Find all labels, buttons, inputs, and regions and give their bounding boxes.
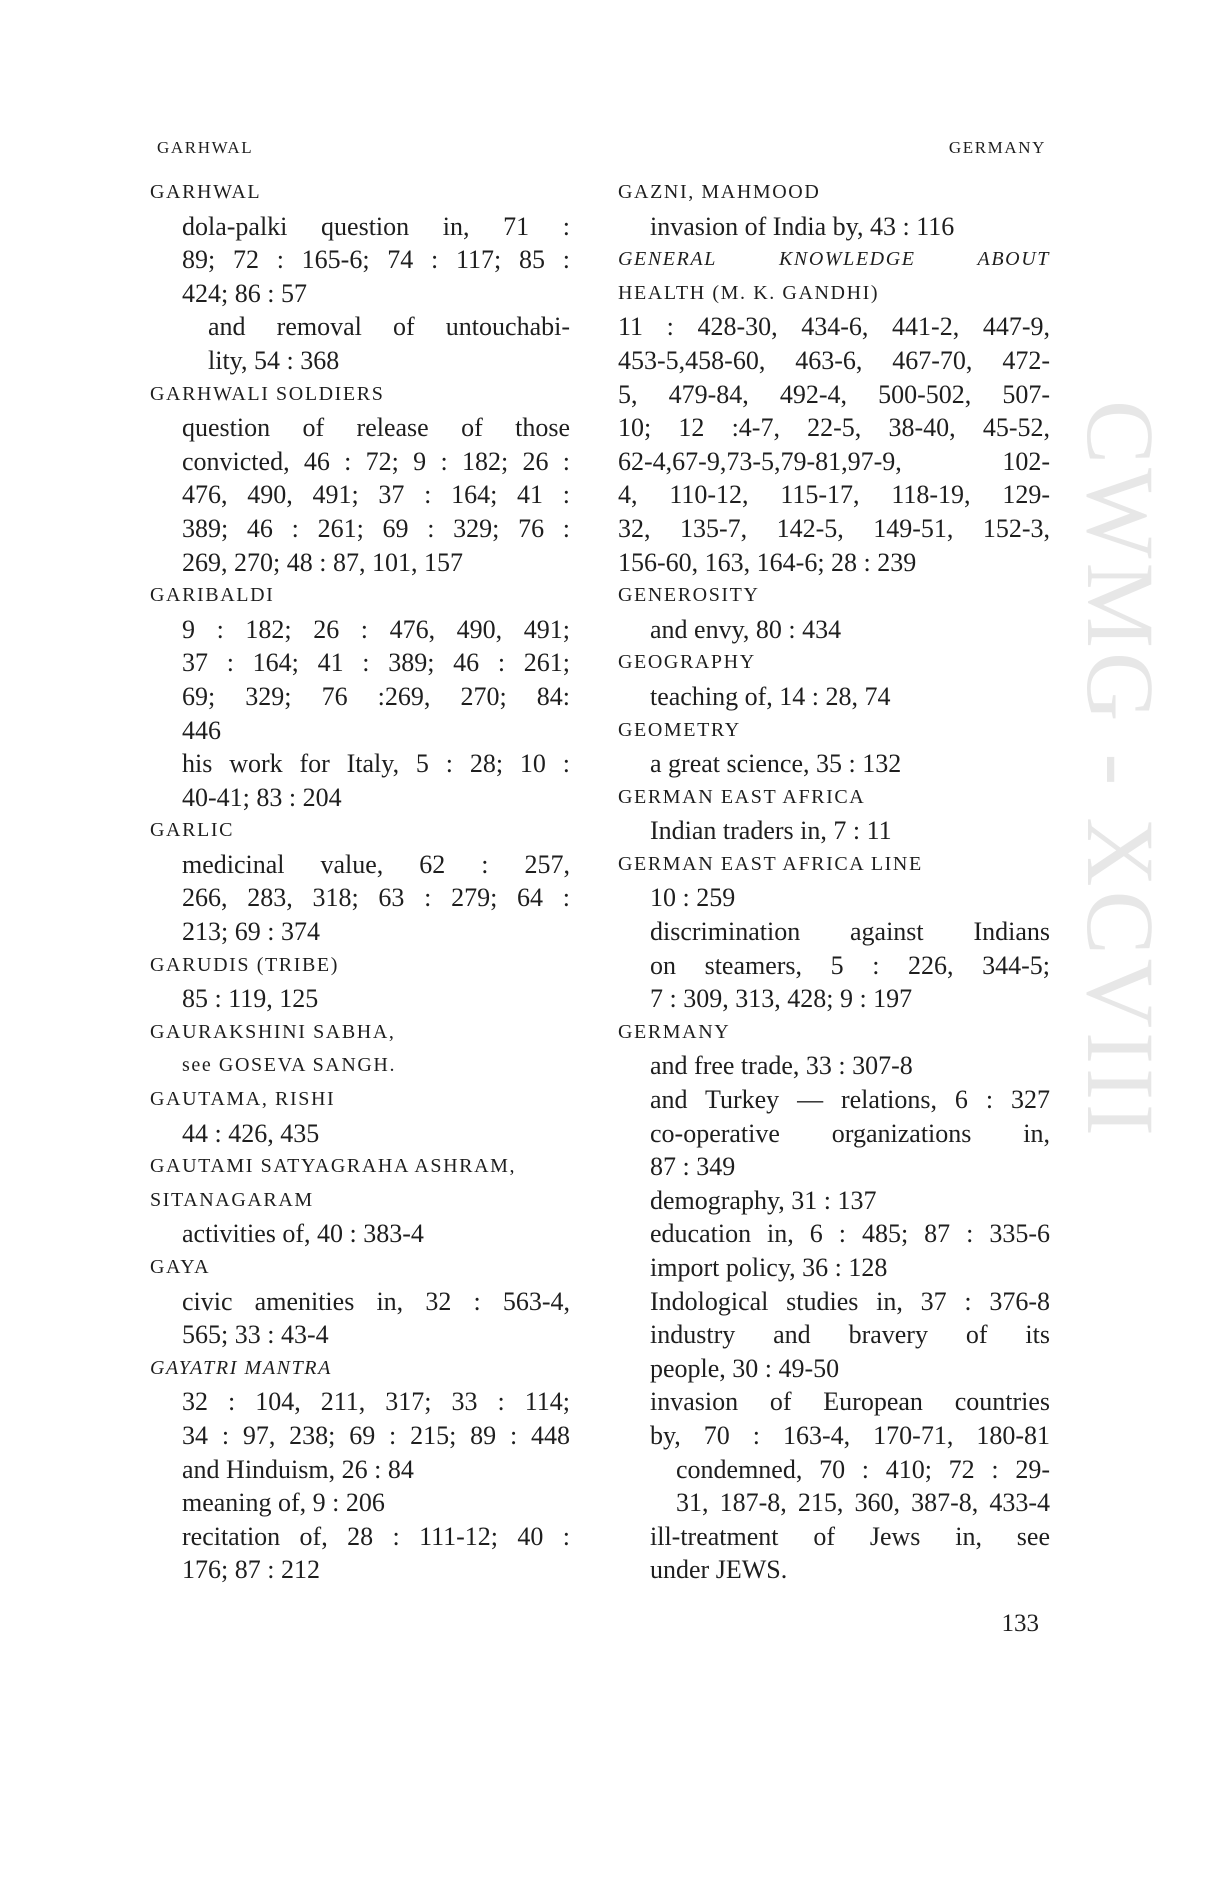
index-entry-line: 40-41; 83 : 204	[182, 782, 342, 812]
index-entry-line: invasion of India by, 43 : 116	[650, 211, 955, 241]
index-entry-line: 453-5,458-60, 463-6, 467-70, 472-	[618, 345, 1050, 375]
index-entry-line: 424; 86 : 57	[182, 278, 307, 308]
index-entry-line: 11 : 428-30, 434-6, 441-2, 447-9,	[618, 312, 1050, 342]
index-heading: GAUTAMA, RISHI	[150, 1088, 336, 1111]
index-heading: see GOSEVA SANGH.	[182, 1054, 397, 1077]
index-entry-line: convicted, 46 : 72; 9 : 182; 26 :	[182, 446, 570, 476]
index-entry-line: 44 : 426, 435	[182, 1118, 320, 1148]
index-heading: GAUTAMI SATYAGRAHA ASHRAM,	[150, 1155, 517, 1178]
index-entry-line: and removal of untouchabi-	[208, 312, 570, 342]
index-heading: GAURAKSHINI SABHA,	[150, 1020, 396, 1043]
index-entry-line: 10 : 259	[650, 883, 736, 913]
index-entry-line: import policy, 36 : 128	[650, 1253, 888, 1282]
index-entry-line: 10; 12 :4-7, 22-5, 38-40, 45-52,	[618, 413, 1050, 443]
index-entry-line: by, 70 : 163-4, 170-71, 180-81	[650, 1420, 1050, 1450]
index-entry-line: discrimination against Indians	[650, 917, 1050, 947]
index-entry-line: 4, 110-12, 115-17, 118-19, 129-	[618, 480, 1050, 510]
index-entry-line: 269, 270; 48 : 87, 101, 157	[182, 547, 463, 577]
index-entry-line: 37 : 164; 41 : 389; 46 : 261;	[182, 648, 570, 678]
index-heading: GAZNI, MAHMOOD	[618, 181, 821, 203]
index-entry-line: 85 : 119, 125	[182, 984, 319, 1014]
index-entry-line: 213; 69 : 374	[182, 917, 320, 947]
index-column-right	[618, 176, 1050, 1587]
index-entry-line: his work for Italy, 5 : 28; 10 :	[182, 749, 570, 779]
index-entry-line: 69; 329; 76 :269, 270; 84:	[182, 681, 570, 711]
index-entry-line: question of release of those	[182, 413, 570, 443]
index-heading: GARHWAL	[150, 181, 262, 203]
index-entry-line: 7 : 309, 313, 428; 9 : 197	[650, 984, 913, 1014]
index-entry-line: condemned, 70 : 410; 72 : 29-	[676, 1454, 1050, 1484]
index-entry-line: co-operative organizations in,	[650, 1118, 1050, 1148]
index-heading: GAYATRI MANTRA	[150, 1356, 332, 1379]
index-entry-line: 89; 72 : 165-6; 74 : 117; 85 :	[182, 245, 570, 275]
index-heading: GENERAL KNOWLEDGE ABOUT	[618, 248, 1050, 271]
index-heading: GERMANY	[618, 1020, 731, 1043]
index-entry-line: 9 : 182; 26 : 476, 490, 491;	[182, 614, 570, 644]
index-entry-line: demography, 31 : 137	[650, 1185, 877, 1215]
index-entry-line: and envy, 80 : 434	[650, 614, 842, 644]
index-entry-line: 87 : 349	[650, 1152, 736, 1182]
index-heading: GARHWALI SOLDIERS	[150, 382, 385, 405]
index-entry-line: 31, 187-8, 215, 360, 387-8, 433-4	[676, 1488, 1050, 1518]
index-entry-line: 156-60, 163, 164-6; 28 : 239	[618, 547, 917, 577]
index-heading: HEALTH (M. K. GANDHI)	[618, 281, 880, 304]
running-head-right: GERMANY	[948, 138, 1046, 157]
index-entry-line: activities of, 40 : 383-4	[182, 1219, 424, 1249]
index-entry-line: 565; 33 : 43-4	[182, 1320, 329, 1350]
index-entry-line: ill-treatment of Jews in, see	[650, 1521, 1050, 1551]
index-heading: GENEROSITY	[618, 584, 760, 607]
index-heading: GERMAN EAST AFRICA LINE	[618, 852, 923, 875]
index-heading: GEOGRAPHY	[618, 651, 756, 674]
index-entry-line: 266, 283, 318; 63 : 279; 64 :	[182, 883, 570, 913]
index-column-left	[150, 176, 570, 1587]
index-entry-line: civic amenities in, 32 : 563-4,	[182, 1286, 570, 1316]
index-entry-line: and free trade, 33 : 307-8	[650, 1051, 913, 1081]
watermark: CWMG - XCVIII	[1067, 400, 1174, 1140]
index-entry-line: 476, 490, 491; 37 : 164; 41 :	[182, 480, 570, 510]
index-entry-line: meaning of, 9 : 206	[182, 1488, 385, 1518]
index-heading: GERMAN EAST AFRICA	[618, 785, 866, 808]
index-heading: GARIBALDI	[150, 584, 275, 607]
index-entry-line: and Turkey — relations, 6 : 327	[650, 1085, 1050, 1115]
index-entry-line: 34 : 97, 238; 69 : 215; 89 : 448	[182, 1420, 570, 1450]
running-head-left: GARHWAL	[157, 138, 254, 157]
index-entry-line: 5, 479-84, 492-4, 500-502, 507-	[618, 379, 1050, 409]
index-entry-line: 176; 87 : 212	[182, 1555, 320, 1585]
page-number: 133	[1001, 1610, 1039, 1637]
index-entry-line: invasion of European countries	[650, 1387, 1050, 1417]
index-entry-line: 389; 46 : 261; 69 : 329; 76 :	[182, 513, 570, 543]
index-entry-line: 32 : 104, 211, 317; 33 : 114;	[182, 1387, 570, 1417]
index-heading: GARLIC	[150, 819, 235, 842]
index-entry-line: lity, 54 : 368	[208, 345, 340, 375]
index-entry-line: under JEWS.	[650, 1555, 788, 1585]
index-entry-line: and Hinduism, 26 : 84	[182, 1454, 414, 1484]
index-entry-line: a great science, 35 : 132	[650, 749, 902, 779]
index-entry-line: on steamers, 5 : 226, 344-5;	[650, 950, 1050, 980]
index-entry-line: industry and bravery of its	[650, 1320, 1050, 1350]
index-entry-line: teaching of, 14 : 28, 74	[650, 681, 891, 711]
index-heading: GAYA	[150, 1256, 211, 1278]
index-entry-line: 62-4,67-9,73-5,79-81,97-9, 102-	[618, 446, 1050, 476]
index-heading: GEOMETRY	[618, 718, 741, 741]
index-entry-line: recitation of, 28 : 111-12; 40 :	[182, 1521, 570, 1551]
index-entry-line: education in, 6 : 485; 87 : 335-6	[650, 1219, 1050, 1249]
index-entry-line: 446	[182, 715, 221, 745]
index-entry-line: Indian traders in, 7 : 11	[650, 816, 892, 846]
index-entry-line: medicinal value, 62 : 257,	[182, 849, 570, 879]
index-heading: SITANAGARAM	[150, 1188, 314, 1211]
index-entry-line: people, 30 : 49-50	[650, 1353, 840, 1383]
index-entry-line: Indological studies in, 37 : 376-8	[650, 1286, 1050, 1316]
index-entry-line: 32, 135-7, 142-5, 149-51, 152-3,	[618, 513, 1050, 543]
index-heading: GARUDIS (TRIBE)	[150, 953, 339, 976]
index-entry-line: dola-palki question in, 71 :	[182, 211, 570, 241]
